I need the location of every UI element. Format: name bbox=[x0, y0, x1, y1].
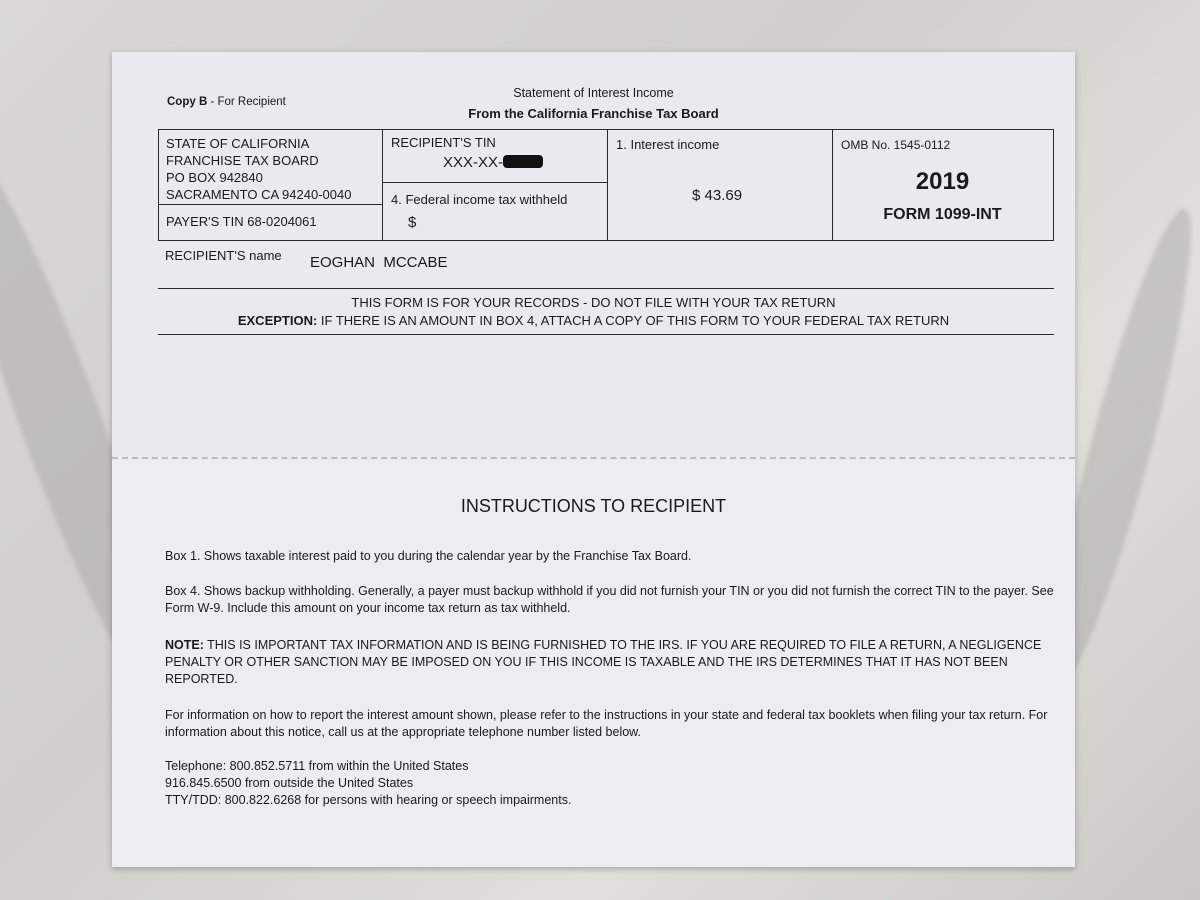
grid-divider bbox=[607, 130, 608, 240]
instructions-title: INSTRUCTIONS TO RECIPIENT bbox=[460, 496, 727, 516]
note-instruction bbox=[165, 637, 1055, 688]
exception-label: EXCEPTION: bbox=[237, 313, 318, 328]
recipient-name-value: EOGHAN MCCABE bbox=[310, 254, 448, 271]
box1-instruction: Box 1. Shows taxable interest paid to you during the calendar year by the Franchise Tax Board. bbox=[165, 549, 692, 563]
perforation-line bbox=[112, 457, 1075, 461]
phone-line: TTY/TDD: 800.822.6268 for persons with hearing or speech impairments. bbox=[165, 793, 572, 807]
copy-suffix: - For Recipient bbox=[207, 96, 286, 108]
payer-tin: PAYER'S TIN 68-0204061 bbox=[166, 214, 317, 229]
note-label: NOTE: bbox=[165, 638, 204, 652]
recipient-tin-value bbox=[443, 154, 543, 171]
payer-address bbox=[166, 135, 351, 203]
note-text: THIS IS IMPORTANT TAX INFORMATION AND IS BEING FURNISHED TO THE IRS. IF YOU ARE REQUIRED TO FILE A RETURN, A NEGLIGENCE PENALTY OR OTHER SANCTION MAY BE IMPOSED ON YOU IF THIS INCOME IS TAXABLE AND THE IRS DETERMINES THAT IT HAS NOT BEEN REPORTED. bbox=[165, 638, 1042, 686]
phone-line: 916.845.6500 from outside the United States bbox=[165, 776, 414, 790]
form-1099-int-paper bbox=[112, 52, 1075, 867]
recipient-tin-text: XXX-XX- bbox=[443, 154, 504, 171]
payer-line: STATE OF CALIFORNIA bbox=[166, 136, 310, 151]
grid-divider bbox=[382, 130, 383, 240]
payer-line: FRANCHISE TAX BOARD bbox=[166, 153, 319, 168]
form-name: FORM 1099-INT bbox=[883, 206, 1002, 223]
statement-subtitle: From the California Franchise Tax Board bbox=[468, 106, 719, 121]
statement-title: Statement of Interest Income bbox=[513, 86, 674, 100]
info-instruction: For information on how to report the interest amount shown, please refer to the instructions in your state and federal tax booklets when filing your tax return. For information about this notice, call us at the appropriate telephone number listed below. bbox=[165, 708, 1048, 739]
phone-line: Telephone: 800.852.5711 from within the United States bbox=[165, 759, 469, 773]
tax-year: 2019 bbox=[915, 168, 970, 195]
copy-b: Copy B bbox=[167, 96, 208, 108]
box4-label: 4. Federal income tax withheld bbox=[391, 192, 568, 207]
phone-list bbox=[165, 758, 1055, 809]
box1-value: $ 43.69 bbox=[692, 187, 743, 204]
exception-notice bbox=[112, 313, 1075, 328]
divider-rule bbox=[158, 334, 1054, 335]
divider-rule bbox=[158, 288, 1054, 289]
grid-divider bbox=[159, 204, 382, 205]
redaction-mark bbox=[503, 155, 543, 168]
grid-divider bbox=[382, 182, 607, 183]
recipient-tin-label: RECIPIENT'S TIN bbox=[391, 135, 496, 150]
box4-instruction: Box 4. Shows backup withholding. Generally, a payer must backup withhold if you did not furnish your TIN or you did not furnish the correct TIN to the payer. See Form W-9. Include this amount on your income tax return as tax withheld. bbox=[165, 584, 1054, 615]
payer-line: PO BOX 942840 bbox=[166, 170, 263, 185]
omb-number: OMB No. 1545-0112 bbox=[841, 138, 951, 152]
exception-text: IF THERE IS AN AMOUNT IN BOX 4, ATTACH A COPY OF THIS FORM TO YOUR FEDERAL TAX RETURN bbox=[317, 313, 950, 328]
box4-value: $ bbox=[408, 214, 417, 231]
payer-line: SACRAMENTO CA 94240-0040 bbox=[166, 187, 352, 202]
recipient-name-label: RECIPIENT'S name bbox=[165, 248, 282, 263]
records-notice: THIS FORM IS FOR YOUR RECORDS - DO NOT FILE WITH YOUR TAX RETURN bbox=[351, 295, 836, 310]
box1-label: 1. Interest income bbox=[616, 137, 720, 152]
form-box-grid bbox=[158, 129, 1054, 241]
